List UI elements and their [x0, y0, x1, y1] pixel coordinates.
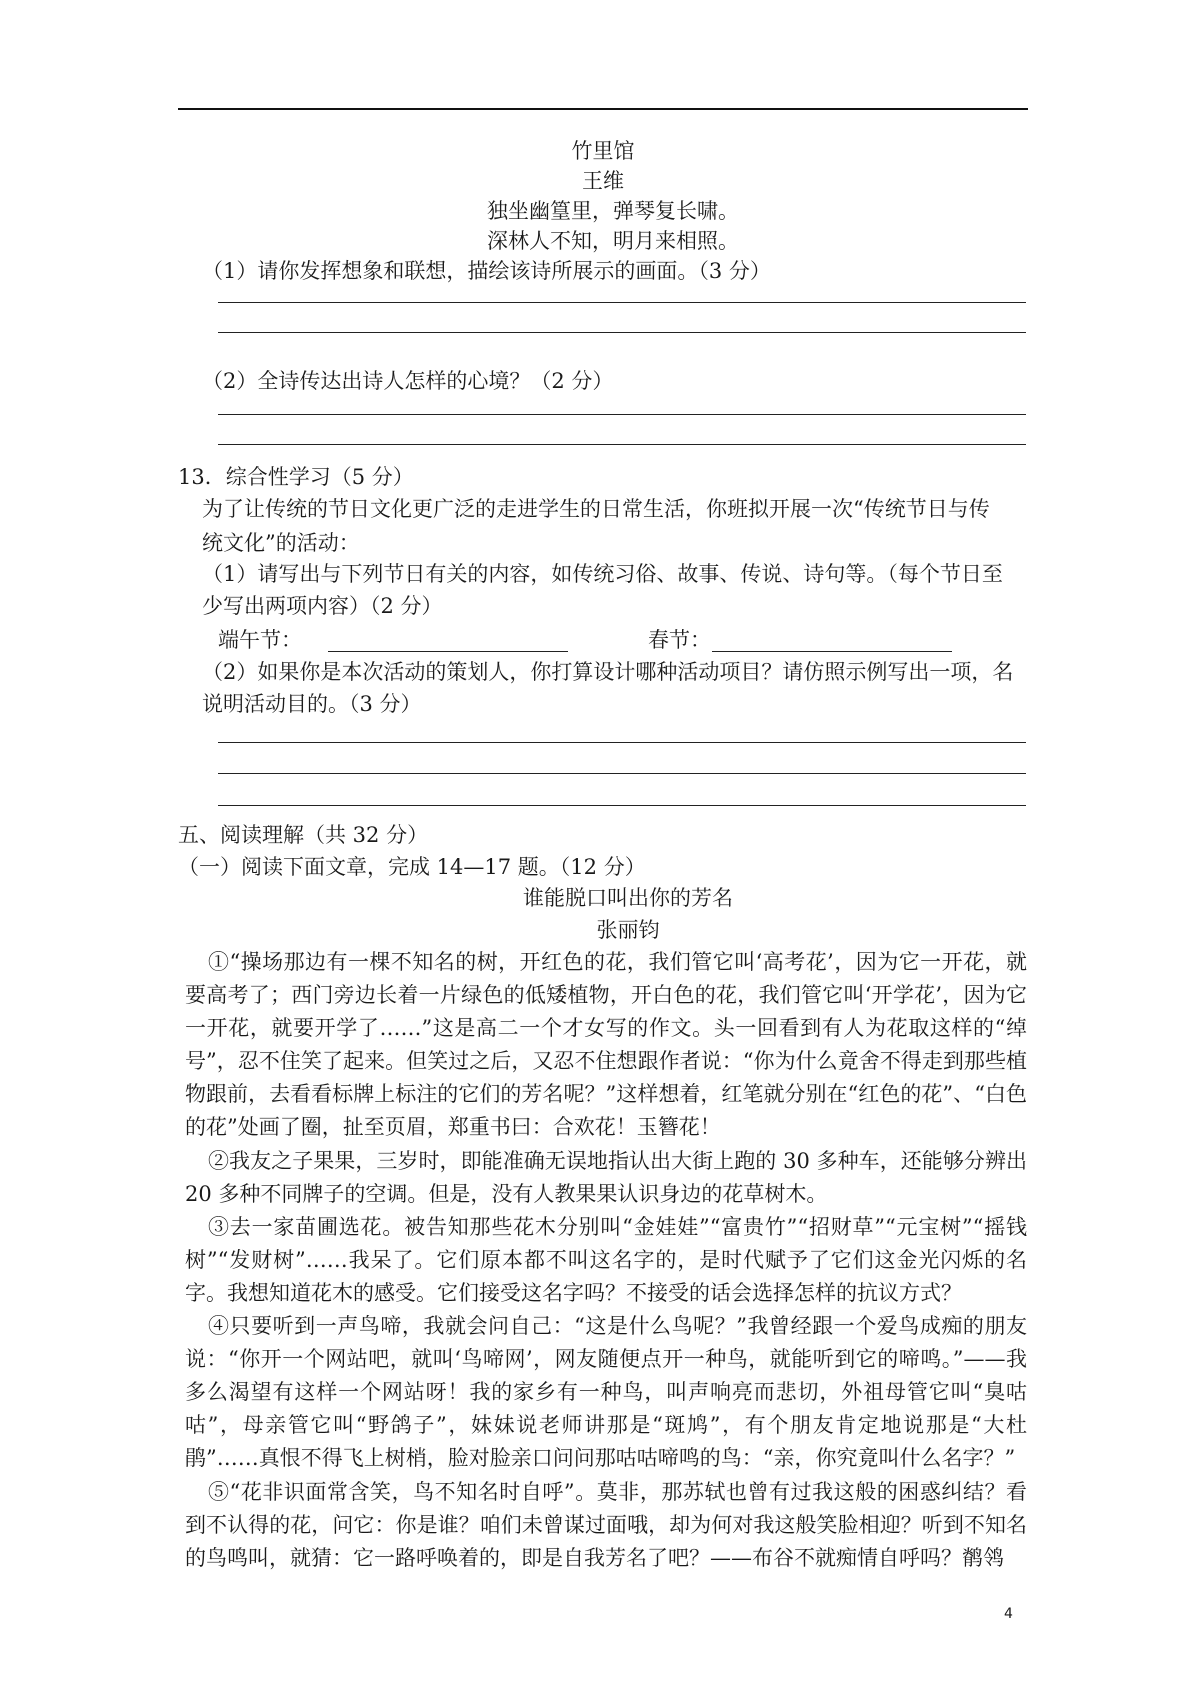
article-paragraph-2: ②我友之子果果，三岁时，即能准确无误地指认出大街上跑的 30 多种车，还能够分辨出 20 多种不同牌子的空调。但是，没有人教果果认识身边的花草树木。: [185, 1149, 1027, 1206]
festival-duanwu-blank[interactable]: [328, 651, 568, 652]
answer-line[interactable]: [218, 773, 1026, 774]
answer-line[interactable]: [218, 805, 1026, 806]
answer-line[interactable]: [218, 414, 1026, 415]
festival-chunjie-label: 春节：: [648, 628, 711, 652]
poem-line-1: 独坐幽篁里，弹琴复长啸。: [487, 199, 739, 223]
q13-heading: 13．综合性学习（5 分）: [178, 465, 414, 489]
q12-sub1: （1）请你发挥想象和联想，描绘该诗所展示的画面。（3 分）: [202, 259, 771, 283]
section5-part1: （一）阅读下面文章，完成 14—17 题。（12 分）: [178, 855, 646, 879]
q13-sub2-line2: 说明活动目的。（3 分）: [202, 692, 422, 716]
article-paragraph-1: ①“操场那边有一棵不知名的树，开红色的花，我们管它叫‘高考花’，因为它一开花，就要高考了；西门旁边长着一片绿色的低矮植物，开白色的花，我们管它叫‘开学花’，因为它一开花，就要开学了……”这是高二一个才女写的作文。头一回看到有人为花取这样的“绰号”，忍不住笑了起来。但笑过之后，又忍不住想跟作者说：“你为什么竟舍不得走到那些植物跟前，去看看标牌上标注的它们的芳名呢？”这样想着，红笔就分别在“红色的花”、“白色的花”处画了圈，扯至页眉，郑重书曰：合欢花！玉簪花！: [185, 950, 1027, 1139]
answer-line[interactable]: [218, 444, 1026, 445]
q13-intro-2: 统文化”的活动：: [202, 531, 360, 555]
poem-title: 竹里馆: [571, 139, 635, 163]
q13-sub1-line2: 少写出两项内容）（2 分）: [202, 594, 443, 618]
answer-line[interactable]: [218, 302, 1026, 303]
answer-line[interactable]: [218, 332, 1026, 333]
q13-sub1-line1: （1）请写出与下列节日有关的内容，如传统习俗、故事、传说、诗句等。（每个节日至: [202, 562, 1003, 586]
festival-duanwu-label: 端午节：: [218, 628, 302, 652]
article-paragraph-3: ③去一家苗圃选花。被告知那些花木分别叫“金娃娃”“富贵竹”“招财草”“元宝树”“摇钱树”“发财树”……我呆了。它们原本都不叫这名字的，是时代赋予了它们这金光闪烁的名字。我想知道花木的感受。它们接受这名字吗？不接受的话会选择怎样的抗议方式？: [185, 1215, 1027, 1305]
festival-chunjie-blank[interactable]: [712, 651, 952, 652]
q12-sub2: （2）全诗传达出诗人怎样的心境？（2 分）: [202, 369, 614, 393]
q13-sub2-line1: （2）如果你是本次活动的策划人，你打算设计哪种活动项目？请仿照示例写出一项，名: [202, 660, 1014, 684]
poem-line-2: 深林人不知，明月来相照。: [487, 229, 739, 253]
answer-line[interactable]: [218, 742, 1026, 743]
header-rule: [178, 108, 1028, 110]
article-paragraph-5: ⑤“花非识面常含笑，鸟不知名时自呼”。莫非，那苏轼也曾有过我这般的困惑纠结？看到不认得的花，问它：你是谁？咱们未曾谋过面哦，却为何对我这般笑脸相迎？听到不知名的鸟鸣叫，就猜：它一路呼唤着的，即是自我芳名了吧？——布谷不就痴情自呼吗？鹡鸰: [185, 1480, 1027, 1570]
section5-heading: 五、阅读理解（共 32 分）: [178, 823, 429, 847]
article-title: 谁能脱口叫出你的芳名: [523, 886, 733, 910]
poem-author: 王维: [582, 169, 624, 193]
q13-intro-1: 为了让传统的节日文化更广泛的走进学生的日常生活，你班拟开展一次“传统节日与传: [202, 497, 990, 521]
article-paragraph-4: ④只要听到一声鸟啼，我就会问自己：“这是什么鸟呢？”我曾经跟一个爱鸟成痴的朋友说：“你开一个网站吧，就叫‘鸟啼网’，网友随便点开一种鸟，就能听到它的啼鸣。”——我多么渴望有这样一个网站呀！我的家乡有一种鸟，叫声响亮而悲切，外祖母管它叫“臭咕咕”，母亲管它叫“野鸽子”，妹妹说老师讲那是“斑鸠”，有个朋友肯定地说那是“大杜鹃”……真恨不得飞上树梢，脸对脸亲口问问那咕咕啼鸣的鸟：“亲，你究竟叫什么名字？”: [185, 1314, 1027, 1470]
article-author: 张丽钧: [596, 918, 660, 942]
page-number: 4: [1004, 1606, 1013, 1622]
